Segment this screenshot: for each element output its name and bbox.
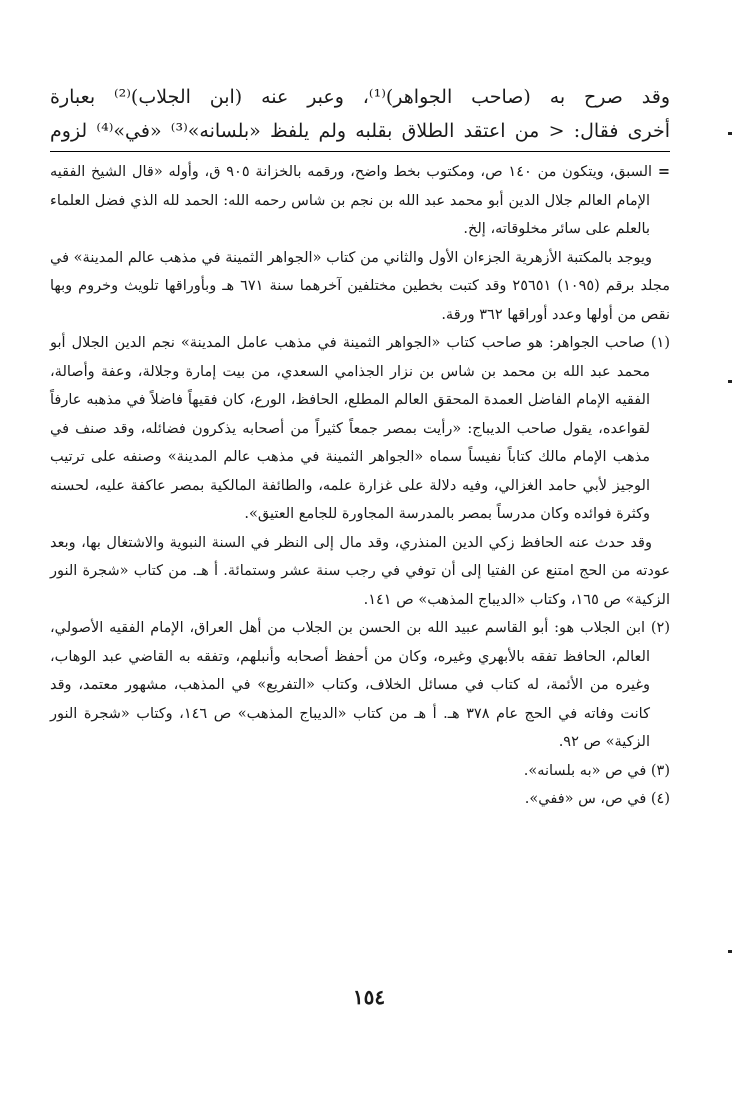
continuation-mark: = <box>657 163 671 180</box>
footnote-2: (٢) ابن الجلاب هو: أبو القاسم عبيد الله بن الحسن بن الجلاب من أهل العراق، الإمام الفقيه الأصولي، العالم، الحافظ تفقه بالأبهري وغيره، وكان من أحفظ أصحابه وأنبلهم، وتفقه به القاضي عبد الوهاب، وغيره من الأئمة، له كتاب في مسائل الخلاف، وكتاب «التفريع» في المذهب، مشهور معتمد، وقد كانت وفاته في الحج عام ٣٧٨ هـ. أ هـ من كتاب «الديباج المذهب» ص ١٤٦، وكتاب «شجرة النور الزكية» ص ٩٢. <box>50 620 670 750</box>
continuation-paragraph-2: ويوجد بالمكتبة الأزهرية الجزءان الأول والثاني من كتاب «الجواهر الثمينة في مذهب عالم المدينة» في مجلد برقم (١٠٩٥) ٢٥٦٥١ وقد كتبت بخطين مختلفين آخرهما سنة ٦٧١ هـ وبأوراقها تلويث وخروم وبها نقص من أولها وعدد أوراقها ٣٦٢ ورقة. <box>50 249 670 323</box>
footnote-4: (٤) في ص، س «ففي». <box>524 791 670 807</box>
footnotes-section <box>50 158 670 814</box>
footnote-1: (١) صاحب الجواهر: هو صاحب كتاب «الجواهر الثمينة في مذهب عامل المدينة» نجم الدين الجلال أبو محمد عبد الله بن محمد بن شاس بن نزار الجذامي السعدي، من بيت إمارة وجلالة، وعفة وأصالة، الفقيه الإمام الفاضل العمدة المحقق العالم المطلع، الحافظ، الورع، كان فقيهاً فاضلاً في مذهبه عارفاً لقواعده، يقول صاحب الديباج: «رأيت بمصر جمعاً كثيراً من أصحابه يذكرون فضائله، وقد صنف في مذهب الإمام مالك كتاباً نفيساً سماه «الجواهر الثمينة في مذهب عالم المدينة» وصنفه على ترتيب الوجيز لأبي حامد الغزالي، وفيه دلالة على غزارة علمه، والطائفة المالكية بمصر عاكفة عليه، لحسنه وكثرة فوائده وكان مدرساً بمصر بالمدرسة المجاورة للجامع العتيق». <box>50 335 670 522</box>
page-content <box>50 80 670 814</box>
margin-mark-middle <box>728 380 732 383</box>
continuation-text-1: السبق، ويتكون من ١٤٠ ص، ومكتوب بخط واضح، ورقمه بالخزانة ٩٠٥ ق، وأوله «قال الشيخ الفقيه الإمام العالم جلال الدين أبو محمد عبد الله بن نجم بن شاس رحمه الله: الحمد لله الذي فضل العلماء بالعلم على سائر مخلوقاته، إلخ. <box>50 164 653 237</box>
page-number: ١٥٤ <box>352 985 386 1009</box>
main-text-line-1: وقد صرح به (صاحب الجواهر)⁽¹⁾، وعبر عنه (ابن الجلاب)⁽²⁾ بعبارة <box>50 86 671 108</box>
footnote-1-continued: وقد حدث عنه الحافظ زكي الدين المنذري، وقد مال إلى النظر في السنة النبوية والاشتغال بها، وبعد عودته من الحج امتنع عن الفتيا إلى أن توفي في رجب سنة عشر وستمائة. أ هـ. من كتاب «شجرة النور الزكية» ص ١٦٥، وكتاب «الديباج المذهب» ص ١٤١. <box>50 534 670 608</box>
footnote-separator <box>50 151 670 152</box>
margin-mark-top <box>728 132 732 135</box>
continuation-paragraph-1 <box>50 158 670 244</box>
main-text <box>50 80 670 148</box>
margin-mark-bottom <box>728 950 732 953</box>
main-text-line-2: أخرى فقال: < من اعتقد الطلاق بقلبه ولم يلفظ «بلسانه»⁽³⁾ «في»⁽⁴⁾ لزوم <box>50 120 671 142</box>
footnote-3: (٣) في ص «به بلسانه». <box>523 762 670 779</box>
